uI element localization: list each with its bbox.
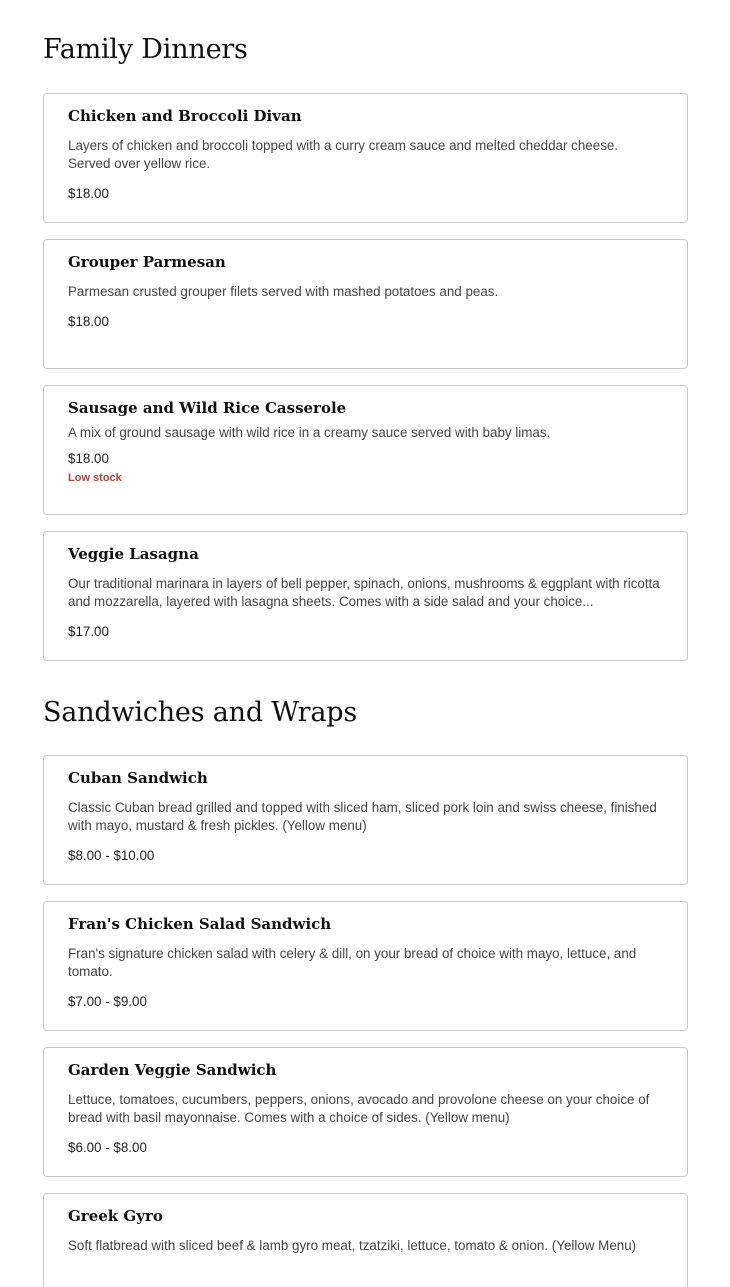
section-title-sandwiches-and-wraps: Sandwiches and Wraps	[43, 697, 357, 728]
item-description: A mix of ground sausage with wild rice in a creamy sauce served with baby limas.	[68, 425, 551, 440]
item-price: $7.00 - $9.00	[68, 994, 147, 1009]
item-name: Grouper Parmesan	[68, 253, 226, 271]
item-name: Cuban Sandwich	[68, 769, 208, 787]
item-price: $18.00	[68, 314, 109, 329]
menu-item-card[interactable]	[43, 755, 688, 885]
section-title-family-dinners: Family Dinners	[43, 34, 248, 65]
item-description: Classic Cuban bread grilled and topped with sliced ham, sliced pork loin and swiss cheese, finished with mayo, mustard & fresh pickles. (Yellow menu)	[68, 800, 657, 833]
item-price: $18.00	[68, 451, 109, 466]
item-name: Chicken and Broccoli Divan	[68, 107, 302, 125]
item-description: Fran's signature chicken salad with celery & dill, on your bread of choice with mayo, lettuce, and tomato.	[68, 946, 637, 979]
item-price: $18.00	[68, 186, 109, 201]
item-description: Parmesan crusted grouper filets served with mashed potatoes and peas.	[68, 284, 499, 299]
item-name: Veggie Lasagna	[68, 545, 199, 563]
menu-item-card[interactable]	[43, 385, 688, 515]
item-price: $17.00	[68, 624, 109, 639]
item-description: Lettuce, tomatoes, cucumbers, peppers, onions, avocado and provolone cheese on your choice of bread with basil mayonnaise. Comes with a choice of sides. (Yellow menu)	[68, 1092, 650, 1125]
menu-item-card[interactable]	[43, 531, 688, 661]
menu-item-card[interactable]	[43, 93, 688, 223]
item-name: Garden Veggie Sandwich	[68, 1061, 277, 1079]
item-description: Layers of chicken and broccoli topped with a curry cream sauce and melted cheddar cheese. Served over yellow rice.	[68, 138, 619, 171]
low-stock-badge: Low stock	[68, 472, 122, 484]
item-price: $6.00 - $8.00	[68, 1140, 147, 1155]
menu-item-card[interactable]	[43, 1047, 688, 1177]
item-name: Fran's Chicken Salad Sandwich	[68, 915, 332, 933]
item-description: Our traditional marinara in layers of bell pepper, spinach, onions, mushrooms & eggplant with ricotta and mozzarella, layered with lasagna sheets. Comes with a side salad and your choice...	[68, 576, 660, 609]
item-name: Greek Gyro	[68, 1207, 163, 1225]
menu-item-card[interactable]	[43, 901, 688, 1031]
item-name: Sausage and Wild Rice Casserole	[68, 399, 347, 417]
menu-item-card[interactable]	[43, 239, 688, 369]
item-description: Soft flatbread with sliced beef & lamb gyro meat, tzatziki, lettuce, tomato & onion. (Yellow Menu)	[68, 1238, 637, 1253]
menu-item-card[interactable]	[43, 1193, 688, 1287]
item-price: $8.00 - $10.00	[68, 848, 155, 863]
